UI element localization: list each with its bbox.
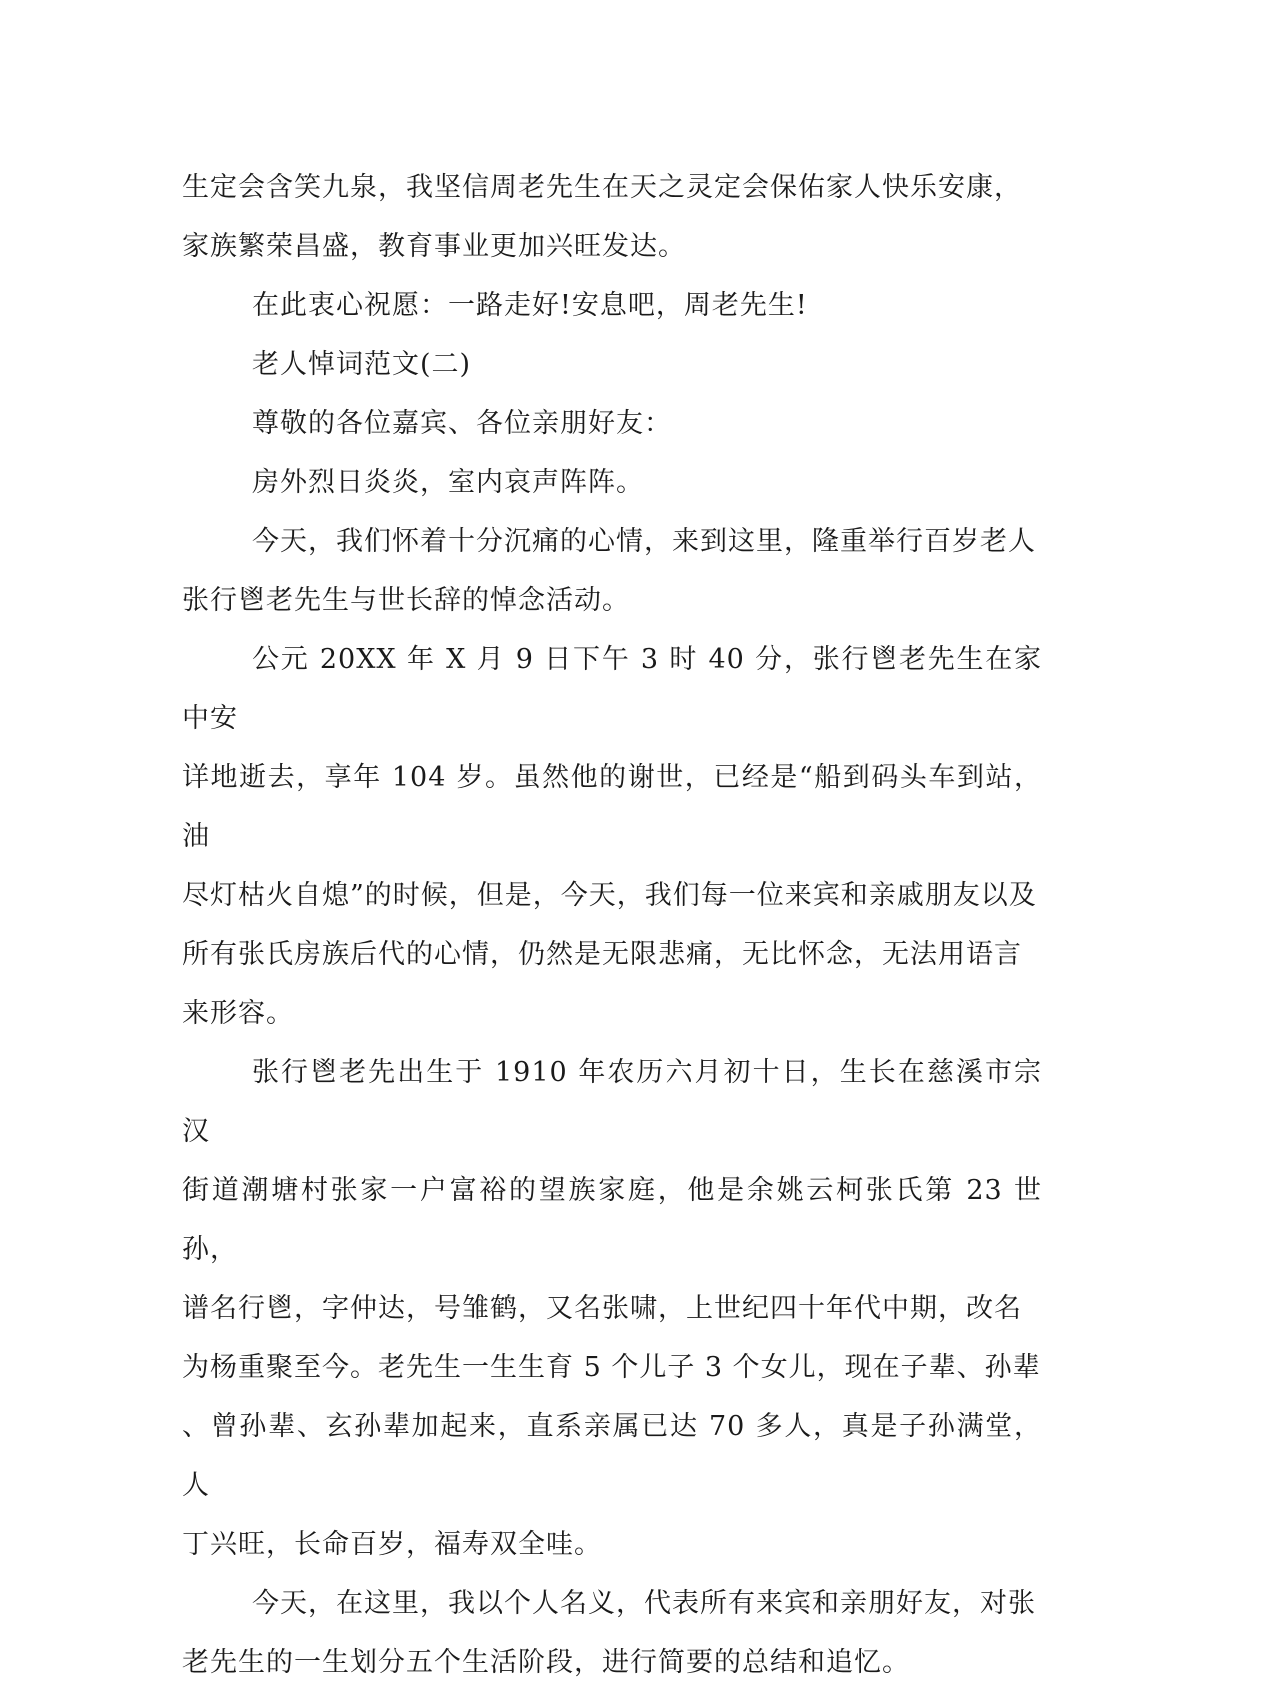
paragraph-line: 尽灯枯火自熄”的时候，但是，今天，我们每一位来宾和亲戚朋友以及 <box>182 880 1037 911</box>
paragraph-line: 尊敬的各位嘉宾、各位亲朋好友： <box>252 408 672 439</box>
paragraph-line: 老先生的一生划分五个生活阶段，进行简要的总结和追忆。 <box>182 1647 910 1678</box>
document-body <box>182 158 1042 1692</box>
paragraph-line: 公元 20XX 年 X 月 9 日下午 3 时 40 分，张行鬯老先生在家中安 <box>182 644 1042 734</box>
paragraph-line: 家族繁荣昌盛，教育事业更加兴旺发达。 <box>182 231 686 262</box>
paragraph-line: 详地逝去，享年 104 岁。虽然他的谢世，已经是“船到码头车到站，油 <box>182 762 1042 852</box>
paragraph-line: 来形容。 <box>182 998 294 1029</box>
paragraph-line: 所有张氏房族后代的心情，仍然是无限悲痛，无比怀念，无法用语言 <box>182 939 1022 970</box>
paragraph-line: 张行鬯老先出生于 1910 年农历六月初十日，生长在慈溪市宗汉 <box>182 1057 1042 1147</box>
paragraph-line: 为杨重聚至今。老先生一生生育 5 个儿子 3 个女儿，现在子辈、孙辈 <box>182 1352 1041 1383</box>
paragraph-line: 丁兴旺，长命百岁，福寿双全哇。 <box>182 1529 602 1560</box>
paragraph-line: 、曾孙辈、玄孙辈加起来，直系亲属已达 70 多人，真是子孙满堂，人 <box>182 1411 1042 1501</box>
paragraph-line: 今天，我们怀着十分沉痛的心情，来到这里，隆重举行百岁老人 <box>252 526 1036 557</box>
paragraph-line: 生定会含笑九泉，我坚信周老先生在天之灵定会保佑家人快乐安康， <box>182 172 1022 203</box>
paragraph-line: 谱名行鬯，字仲达，号雏鹤，又名张啸，上世纪四十年代中期，改名 <box>182 1293 1022 1324</box>
paragraph-line: 老人悼词范文(二) <box>252 349 472 380</box>
paragraph-line: 房外烈日炎炎，室内哀声阵阵。 <box>252 467 644 498</box>
paragraph-line: 在此衷心祝愿：一路走好!安息吧，周老先生! <box>252 290 808 321</box>
paragraph-line: 街道潮塘村张家一户富裕的望族家庭，他是余姚云柯张氏第 23 世孙， <box>182 1175 1042 1265</box>
paragraph-line: 张行鬯老先生与世长辞的悼念活动。 <box>182 585 630 616</box>
paragraph-line: 今天，在这里，我以个人名义，代表所有来宾和亲朋好友，对张 <box>252 1588 1036 1619</box>
